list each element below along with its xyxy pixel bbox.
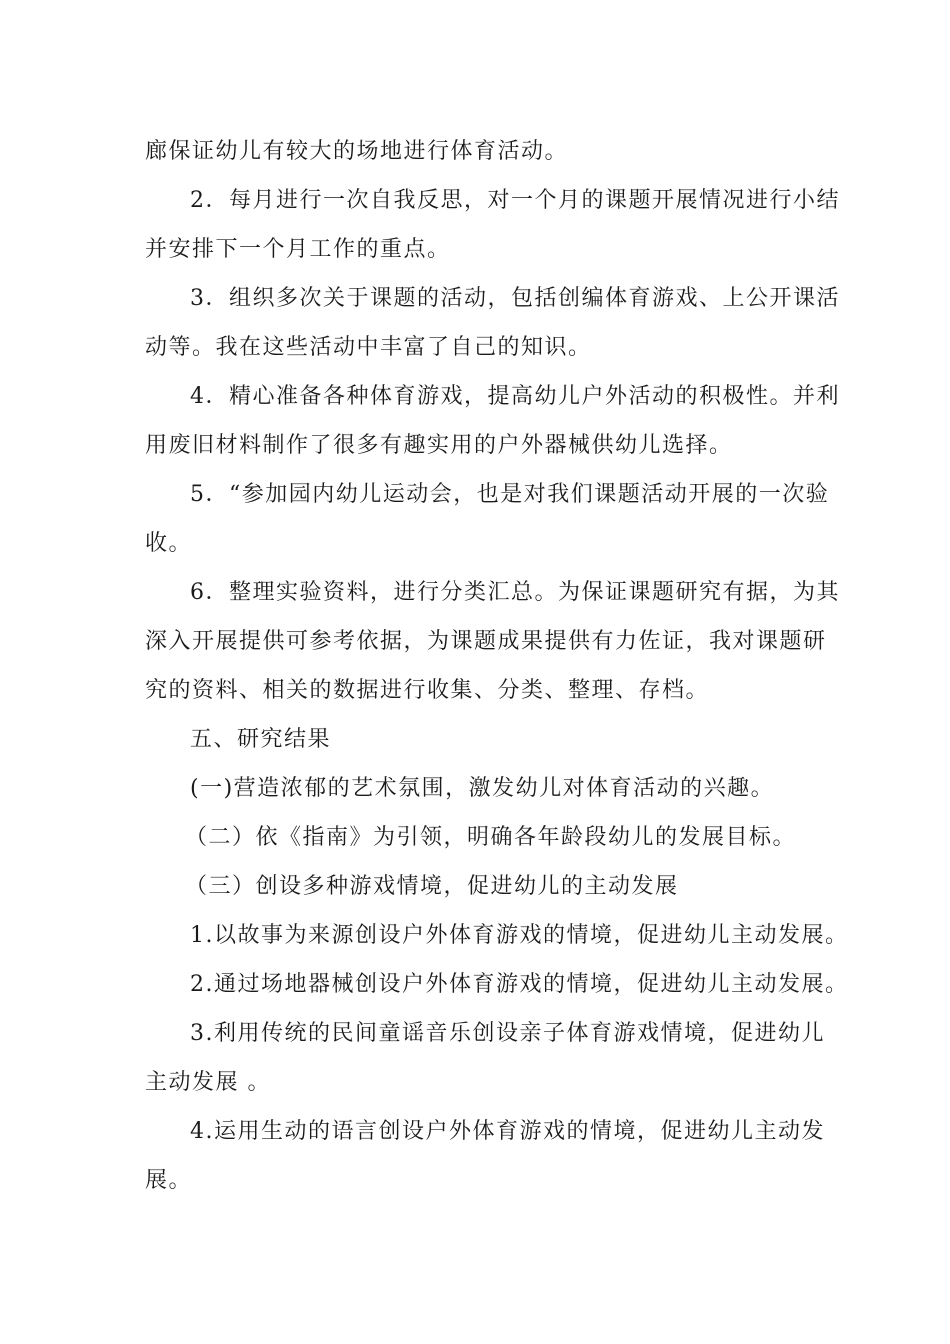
list-item-6-line-1: 6．整理实验资料，进行分类汇总。为保证课题研究有据，为其 xyxy=(190,580,840,605)
list-item-4-line-2: 用废旧材料制作了很多有趣实用的户外器械供幼儿选择。 xyxy=(145,433,733,458)
subsection-heading-3: （三）创设多种游戏情境，促进幼儿的主动发展 xyxy=(185,874,679,899)
result-item-4-line-1: 4.运用生动的语言创设户外体育游戏的情境，促进幼儿主动发 xyxy=(190,1119,825,1144)
list-item-4-line-1: 4．精心准备各种体育游戏，提高幼儿户外活动的积极性。并利 xyxy=(190,384,840,409)
list-item-2-line-1: 2．每月进行一次自我反思，对一个月的课题开展情况进行小结 xyxy=(190,188,840,213)
list-item-5-line-2: 收。 xyxy=(145,531,193,556)
paragraph-line: 廊保证幼儿有较大的场地进行体育活动。 xyxy=(145,139,569,164)
result-item-2: 2.通过场地器械创设户外体育游戏的情境，促进幼儿主动发展。 xyxy=(190,972,849,997)
result-item-3-line-1: 3.利用传统的民间童谣音乐创设亲子体育游戏情境，促进幼儿 xyxy=(190,1021,825,1046)
result-item-1: 1.以故事为来源创设户外体育游戏的情境，促进幼儿主动发展。 xyxy=(190,923,849,948)
subsection-heading-2: （二）依《指南》为引领，明确各年龄段幼儿的发展目标。 xyxy=(185,825,797,850)
result-item-4-line-2: 展。 xyxy=(145,1168,193,1193)
result-item-3-line-2: 主动发展 。 xyxy=(145,1070,271,1095)
section-heading: 五、研究结果 xyxy=(190,727,332,752)
list-item-6-line-2: 深入开展提供可参考依据，为课题成果提供有力佐证，我对课题研 xyxy=(145,629,827,654)
list-item-3-line-1: 3．组织多次关于课题的活动，包括创编体育游戏、上公开课活 xyxy=(190,286,840,311)
list-item-3-line-2: 动等。我在这些活动中丰富了自己的知识。 xyxy=(145,335,592,360)
list-item-5-line-1: 5．“参加园内幼儿运动会，也是对我们课题活动开展的一次验 xyxy=(190,482,830,507)
subsection-heading-1: (一)营造浓郁的艺术氛围，激发幼儿对体育活动的兴趣。 xyxy=(190,776,775,801)
document-body xyxy=(145,127,849,1205)
list-item-6-line-3: 究的资料、相关的数据进行收集、分类、整理、存档。 xyxy=(145,678,710,703)
list-item-2-line-2: 并安排下一个月工作的重点。 xyxy=(145,237,451,262)
